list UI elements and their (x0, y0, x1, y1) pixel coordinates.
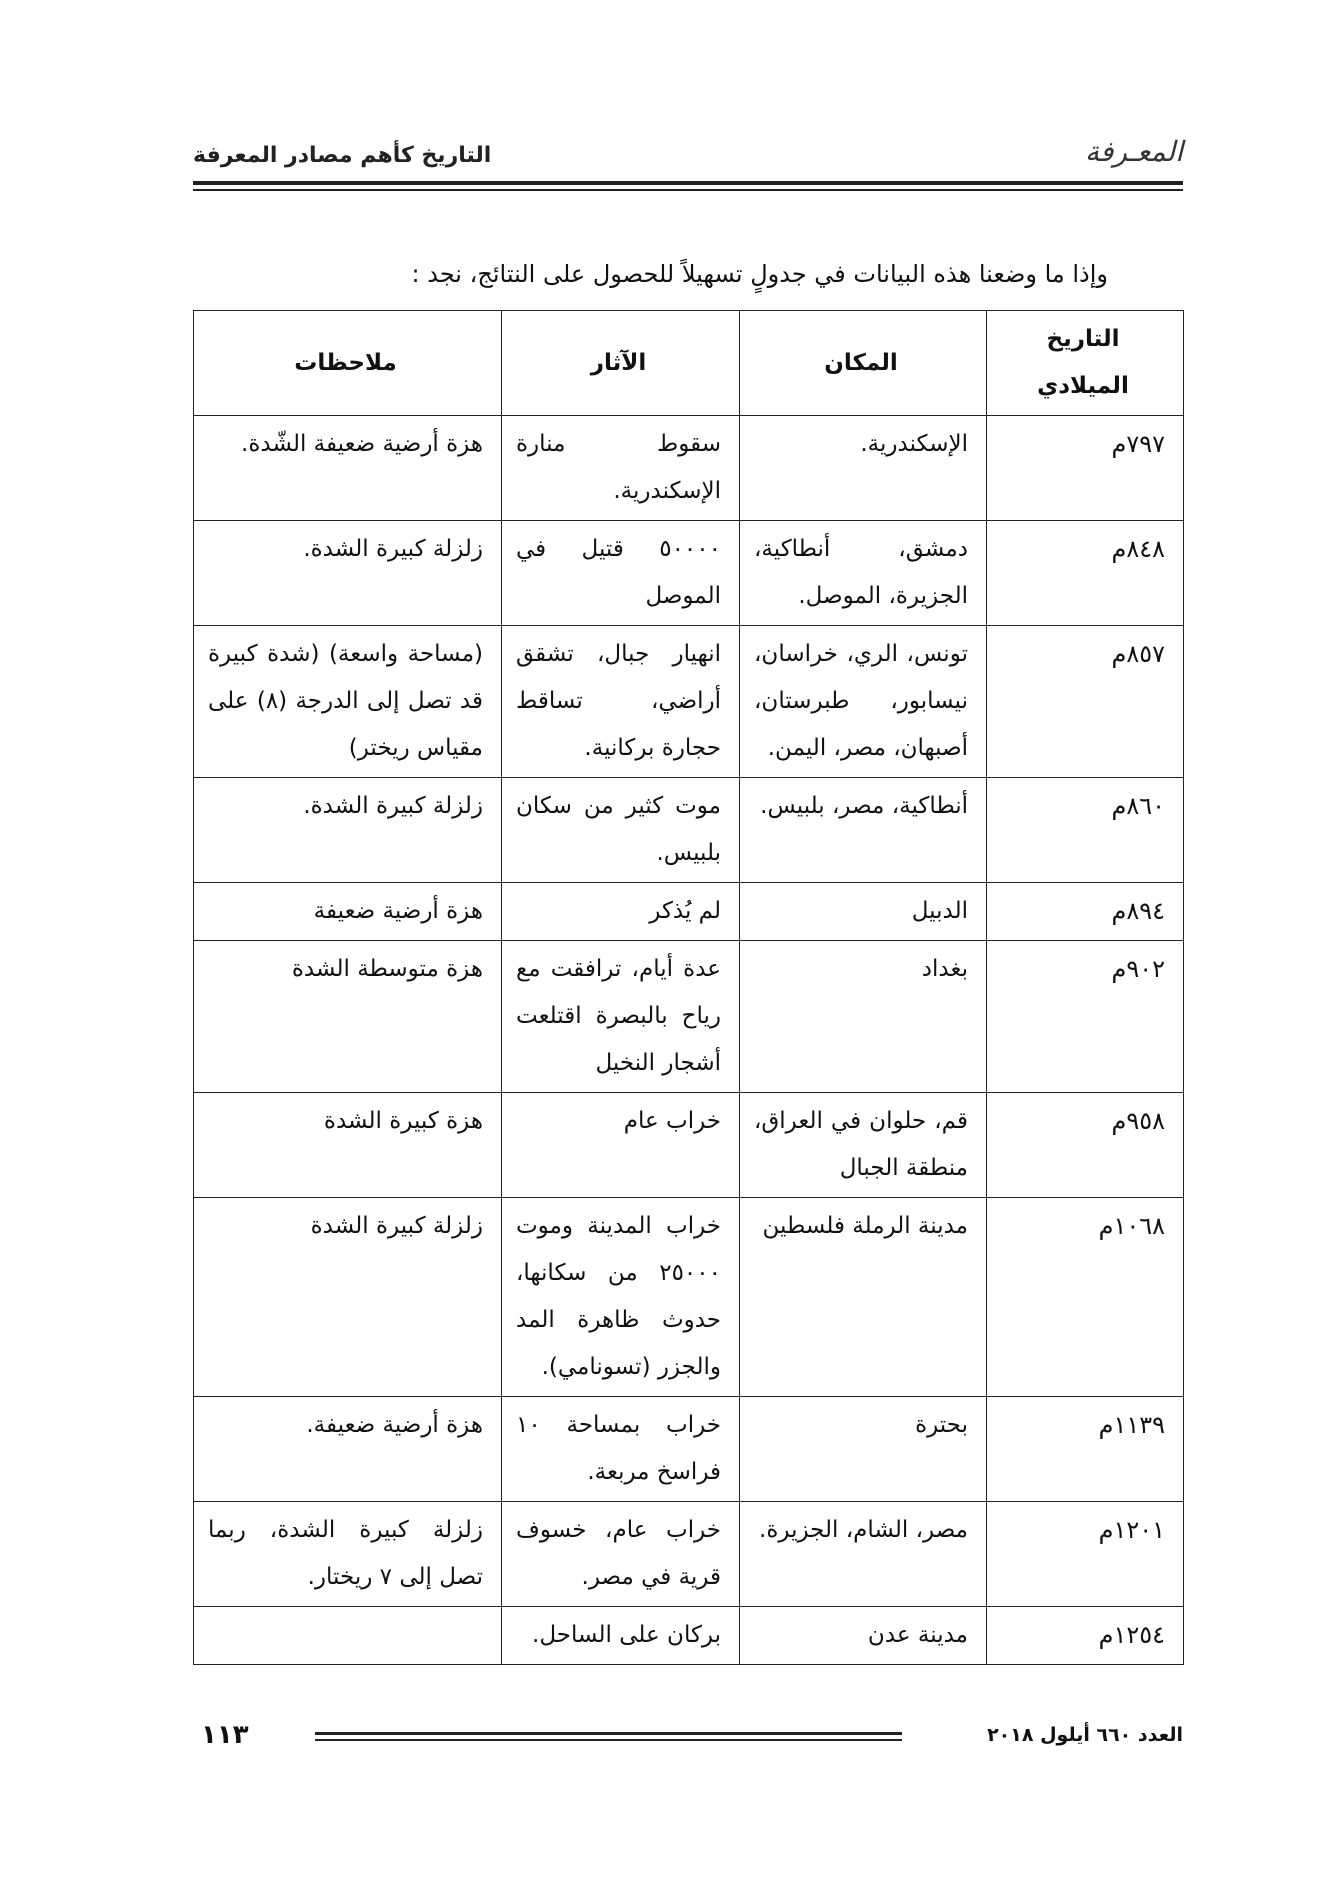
table-row (194, 1502, 1184, 1607)
cell-effects: موت كثير من سكان بلبيس. (502, 778, 740, 883)
cell-date: ١٢٥٤م (987, 1607, 1184, 1665)
cell-effects: خراب بمساحة ١٠ فراسخ مربعة. (502, 1397, 740, 1502)
cell-notes: زلزلة كبيرة الشدة. (194, 521, 502, 626)
cell-notes: زلزلة كبيرة الشدة، ربما تصل إلى ٧ ريختار. (194, 1502, 502, 1607)
cell-effects: خراب عام، خسوف قرية في مصر. (502, 1502, 740, 1607)
cell-notes: (مساحة واسعة) (شدة كبيرة قد تصل إلى الدرجة (٨) على مقياس ريختر) (194, 626, 502, 778)
cell-effects: خراب المدينة وموت ٢٥٠٠٠ من سكانها، حدوث ظاهرة المد والجزر (تسونامي). (502, 1198, 740, 1397)
cell-date: ٨٦٠م (987, 778, 1184, 883)
cell-date: ١٢٠١م (987, 1502, 1184, 1607)
cell-notes: هزة أرضية ضعيفة الشّدة. (194, 416, 502, 521)
cell-place: بحترة (740, 1397, 987, 1502)
table-body (194, 416, 1184, 1665)
cell-effects: لم يُذكر (502, 883, 740, 941)
footer-rule (315, 1732, 902, 1735)
running-header (193, 133, 1183, 179)
cell-notes: هزة كبيرة الشدة (194, 1093, 502, 1198)
table-row (194, 1198, 1184, 1397)
page-footer (193, 1720, 1183, 1760)
cell-notes: زلزلة كبيرة الشدة (194, 1198, 502, 1397)
column-header-effects: الآثار (502, 311, 740, 416)
cell-place: مدينة عدن (740, 1607, 987, 1665)
cell-place: بغداد (740, 941, 987, 1093)
page-number: ١١٣ (201, 1720, 249, 1750)
table-row (194, 778, 1184, 883)
cell-place: مدينة الرملة فلسطين (740, 1198, 987, 1397)
cell-effects: سقوط منارة الإسكندرية. (502, 416, 740, 521)
cell-date: ٨٥٧م (987, 626, 1184, 778)
earthquakes-table (193, 310, 1184, 1665)
table-row (194, 883, 1184, 941)
cell-place: الدبيل (740, 883, 987, 941)
table-header-row (194, 311, 1184, 416)
cell-notes: هزة أرضية ضعيفة (194, 883, 502, 941)
cell-date: ١١٣٩م (987, 1397, 1184, 1502)
header-rule (193, 181, 1183, 185)
cell-effects: خراب عام (502, 1093, 740, 1198)
table-row (194, 941, 1184, 1093)
cell-effects: ٥٠٠٠٠ قتيل في الموصل (502, 521, 740, 626)
issue-label: العدد ٦٦٠ أيلول ٢٠١٨ (987, 1724, 1183, 1746)
table-row (194, 1607, 1184, 1665)
cell-place: دمشق، أنطاكية، الجزيرة، الموصل. (740, 521, 987, 626)
section-title: التاريخ كأهم مصادر المعرفة (193, 143, 492, 168)
table-row (194, 1397, 1184, 1502)
cell-date: ٧٩٧م (987, 416, 1184, 521)
cell-place: الإسكندرية. (740, 416, 987, 521)
magazine-logo: المعـرفة (1084, 135, 1183, 168)
header-rule-thin (193, 189, 1183, 191)
cell-notes: هزة متوسطة الشدة (194, 941, 502, 1093)
table-row (194, 521, 1184, 626)
cell-date: ٨٤٨م (987, 521, 1184, 626)
cell-place: تونس، الري، خراسان، نيسابور، طبرستان، أصبهان، مصر، اليمن. (740, 626, 987, 778)
cell-place: قم، حلوان في العراق، منطقة الجبال (740, 1093, 987, 1198)
table-row (194, 1093, 1184, 1198)
footer-rule-thin (315, 1739, 902, 1741)
table-row (194, 626, 1184, 778)
cell-date: ٩٠٢م (987, 941, 1184, 1093)
intro-paragraph: وإذا ما وضعنا هذه البيانات في جدولٍ تسهيلاً للحصول على النتائج، نجد : (411, 260, 1108, 288)
cell-date: ٨٩٤م (987, 883, 1184, 941)
cell-date: ٩٥٨م (987, 1093, 1184, 1198)
column-header-place: المكان (740, 311, 987, 416)
cell-effects: عدة أيام، ترافقت مع رياح بالبصرة اقتلعت أشجار النخيل (502, 941, 740, 1093)
table-row (194, 416, 1184, 521)
column-header-date: التاريخ الميلادي (987, 311, 1184, 416)
cell-effects: بركان على الساحل. (502, 1607, 740, 1665)
column-header-notes: ملاحظات (194, 311, 502, 416)
cell-place: مصر، الشام، الجزيرة. (740, 1502, 987, 1607)
cell-notes: هزة أرضية ضعيفة. (194, 1397, 502, 1502)
cell-notes: زلزلة كبيرة الشدة. (194, 778, 502, 883)
cell-effects: انهيار جبال، تشقق أراضي، تساقط حجارة بركانية. (502, 626, 740, 778)
cell-place: أنطاكية، مصر، بلبيس. (740, 778, 987, 883)
cell-date: ١٠٦٨م (987, 1198, 1184, 1397)
cell-notes (194, 1607, 502, 1665)
